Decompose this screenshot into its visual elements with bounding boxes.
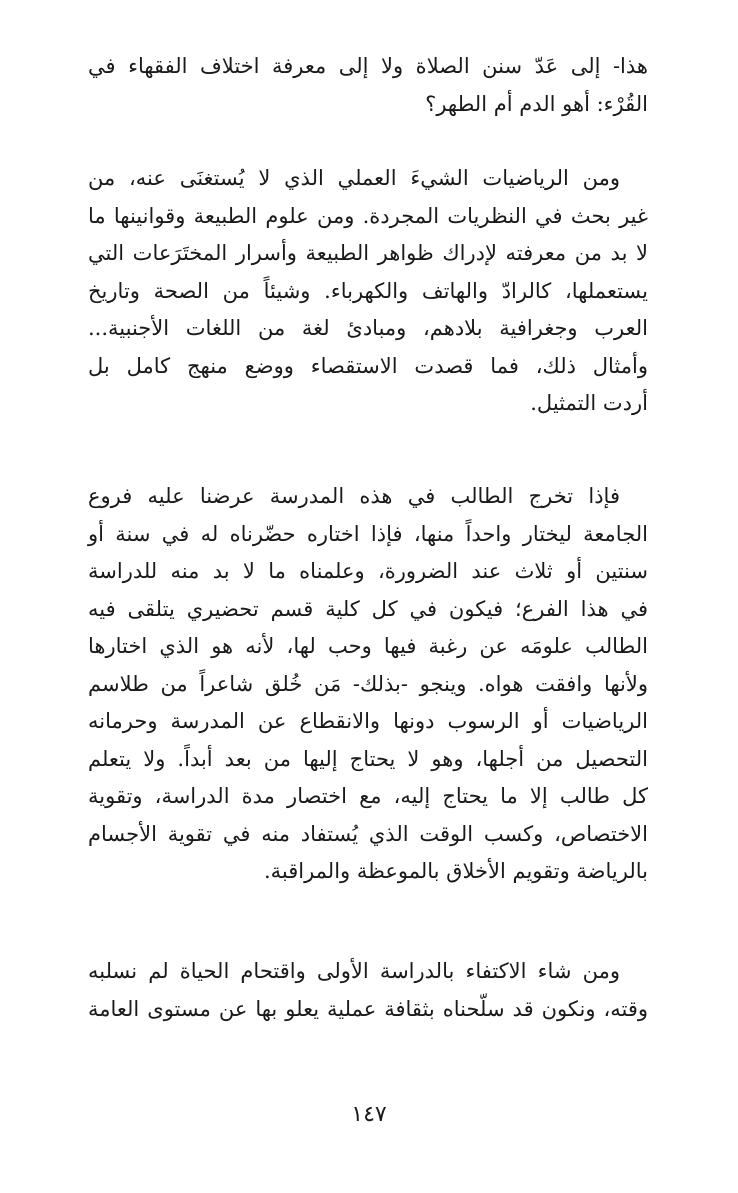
text-line: كل طالب إلا ما يحتاج إليه، مع اختصار مدة الدراسة، وتقوية bbox=[88, 784, 648, 808]
text-line: وقته، ونكون قد سلّحناه بثقافة عملية يعلو بها عن مستوى العامة bbox=[88, 996, 648, 1021]
text-line: الرياضيات أو الرسوب دونها والانقطاع عن المدرسة وحرمانه bbox=[88, 709, 648, 733]
text-line: ومن شاء الاكتفاء بالدراسة الأولى واقتحام الحياة لم نسلبه bbox=[88, 959, 620, 983]
text-line: سنتين أو ثلاث عند الضرورة، وعلمناه ما لا بد منه للدراسة bbox=[88, 559, 648, 583]
body-text bbox=[88, 0, 648, 1080]
text-line: غير بحث في النظريات المجردة. ومن علوم الطبيعة وقوانينها ما bbox=[88, 203, 648, 228]
text-line: التحصيل من أجلها، وهو لا يحتاج إليها من بعد أبداً. ولا يتعلم bbox=[88, 746, 648, 771]
text-line: ولأنها وافقت هواه. وينجو -بذلك- مَن خُلق شاعراً من طلاسم bbox=[88, 671, 648, 696]
text-line: ومن الرياضيات الشيءَ العملي الذي لا يُستغنَى عنه، من bbox=[88, 166, 620, 190]
text-line: الجامعة ليختار واحداً منها، فإذا اختاره حضّرناه له في سنة أو bbox=[88, 521, 648, 546]
text-line: وأمثال ذلك، فما قصدت الاستقصاء ووضع منهج كامل بل bbox=[88, 353, 648, 378]
text-line: الطالب علومَه عن رغبة فيها وحب لها، لأنه هو الذي اختارها bbox=[88, 634, 648, 658]
text-line: فإذا تخرج الطالب في هذه المدرسة عرضنا عليه فروع bbox=[88, 484, 620, 508]
text-line: يستعملها، كالرادّ والهاتف والكهرباء. وشيئاً من الصحة وتاريخ bbox=[88, 278, 648, 303]
text-line: لا بد من معرفته لإدراك ظواهر الطبيعة وأسرار المختَرَعات التي bbox=[88, 241, 648, 265]
text-line: أردت التمثيل. bbox=[530, 391, 648, 415]
text-line: في هذا الفرع؛ فيكون في كل كلية قسم تحضيري يتلقى فيه bbox=[88, 596, 648, 621]
text-line: القُرْء: أهو الدم أم الطهر؟ bbox=[425, 91, 648, 116]
text-line: الاختصاص، وكسب الوقت الذي يُستفاد منه في تقوية الأجسام bbox=[88, 821, 648, 846]
text-line: هذا- إلى عَدّ سنن الصلاة ولا إلى معرفة اختلاف الفقهاء في bbox=[88, 54, 648, 78]
text-line: العرب وجغرافية بلادهم، ومبادئ لغة من اللغات الأجنبية... bbox=[88, 316, 648, 340]
page-number: ١٤٧ bbox=[351, 1102, 387, 1127]
text-line: بالرياضة وتقويم الأخلاق بالموعظة والمراقبة. bbox=[263, 859, 648, 883]
